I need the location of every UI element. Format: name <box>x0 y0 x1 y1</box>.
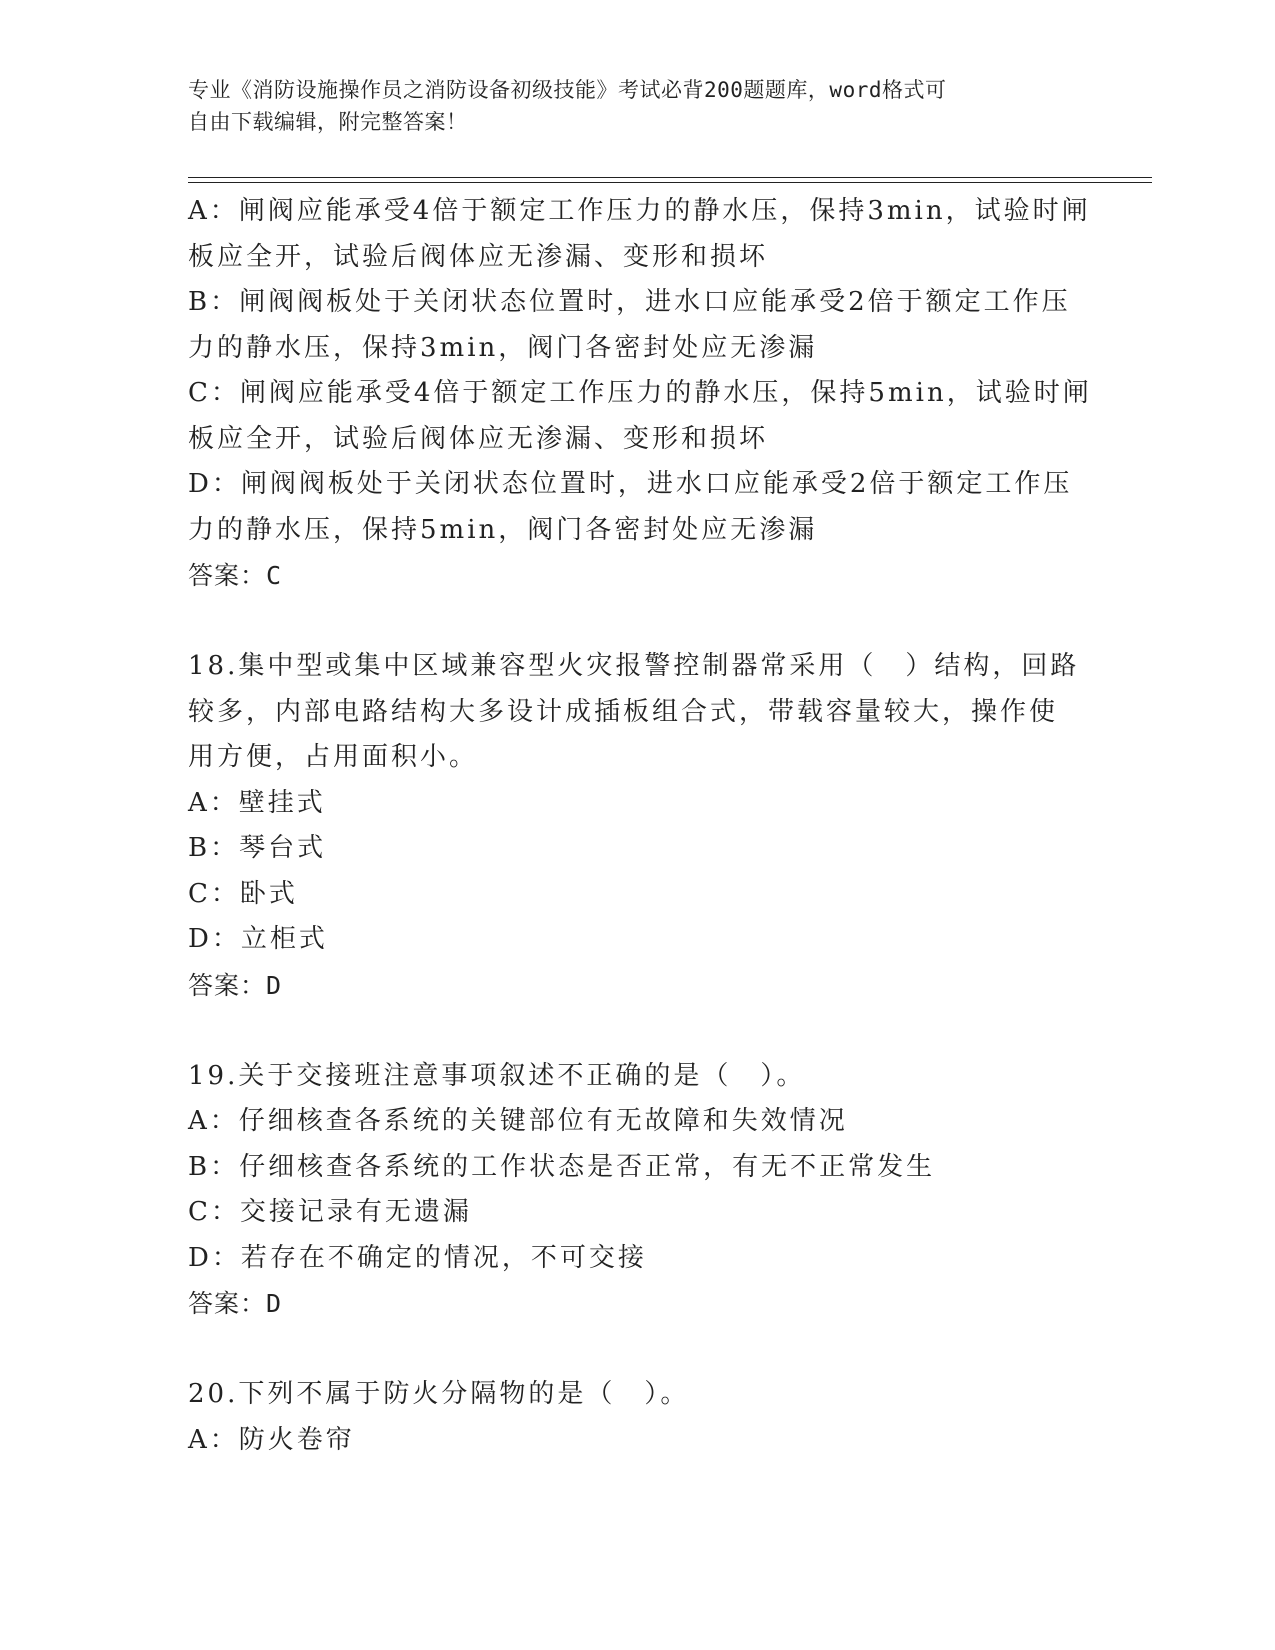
answer: 答案：C <box>188 561 283 590</box>
option-a: A：防火卷帘 <box>188 1424 355 1455</box>
option-d-line-2: 力的静水压，保持5min，阀门各密封处应无渗漏 <box>188 514 818 545</box>
option-c-line-2: 板应全开，试验后阀体应无渗漏、变形和损坏 <box>188 423 769 454</box>
option-b: B：仔细核查各系统的工作状态是否正常，有无不正常发生 <box>188 1151 936 1182</box>
option-b: B：琴台式 <box>188 833 327 863</box>
question-text-line-1: 18.集中型或集中区域兼容型火灾报警控制器常采用（ ）结构，回路 <box>188 651 1080 681</box>
option-a-line-2: 板应全开，试验后阀体应无渗漏、变形和损坏 <box>188 241 769 272</box>
document-header <box>188 74 1088 138</box>
header-line-2: 自由下载编辑，附完整答案！ <box>188 110 468 134</box>
option-c: C：卧式 <box>188 878 298 909</box>
option-d: D：立柜式 <box>188 924 328 954</box>
question-text: 20.下列不属于防火分隔物的是（ ）。 <box>188 1379 690 1409</box>
question-text-line-2: 较多，内部电路结构大多设计成插板组合式，带载容量较大，操作使 <box>188 696 1059 727</box>
spacer <box>188 1008 1108 1054</box>
option-d-line-1: D：闸阀阀板处于关闭状态位置时，进水口应能承受2倍于额定工作压 <box>188 469 1073 499</box>
header-rule-top <box>188 177 1152 178</box>
question-18 <box>188 644 1108 1008</box>
answer: 答案：D <box>188 1289 283 1318</box>
option-c-line-1: C：闸阀应能承受4倍于额定工作压力的静水压，保持5min，试验时闸 <box>188 378 1092 408</box>
question-19 <box>188 1054 1108 1327</box>
option-c: C：交接记录有无遗漏 <box>188 1197 472 1227</box>
header-line-1: 专业《消防设施操作员之消防设备初级技能》考试必背200题题库，word格式可 <box>188 78 947 102</box>
question-text: 19.关于交接班注意事项叙述不正确的是（ ）。 <box>188 1060 806 1091</box>
question-17 <box>188 189 1108 599</box>
option-d: D：若存在不确定的情况，不可交接 <box>188 1242 647 1273</box>
option-a: A：仔细核查各系统的关键部位有无故障和失效情况 <box>188 1106 848 1136</box>
question-20 <box>188 1372 1108 1463</box>
option-b-line-2: 力的静水压，保持3min，阀门各密封处应无渗漏 <box>188 332 818 363</box>
option-b-line-1: B：闸阀阀板处于关闭状态位置时，进水口应能承受2倍于额定工作压 <box>188 287 1071 317</box>
option-a: A：壁挂式 <box>188 787 326 818</box>
document-body <box>188 189 1108 1463</box>
option-a-line-1: A：闸阀应能承受4倍于额定工作压力的静水压，保持3min，试验时闸 <box>188 196 1091 226</box>
header-rule-bottom <box>188 182 1152 183</box>
answer: 答案：D <box>188 970 283 1000</box>
spacer <box>188 1327 1108 1373</box>
spacer <box>188 599 1108 645</box>
question-text-line-3: 用方便，占用面积小。 <box>188 742 479 772</box>
